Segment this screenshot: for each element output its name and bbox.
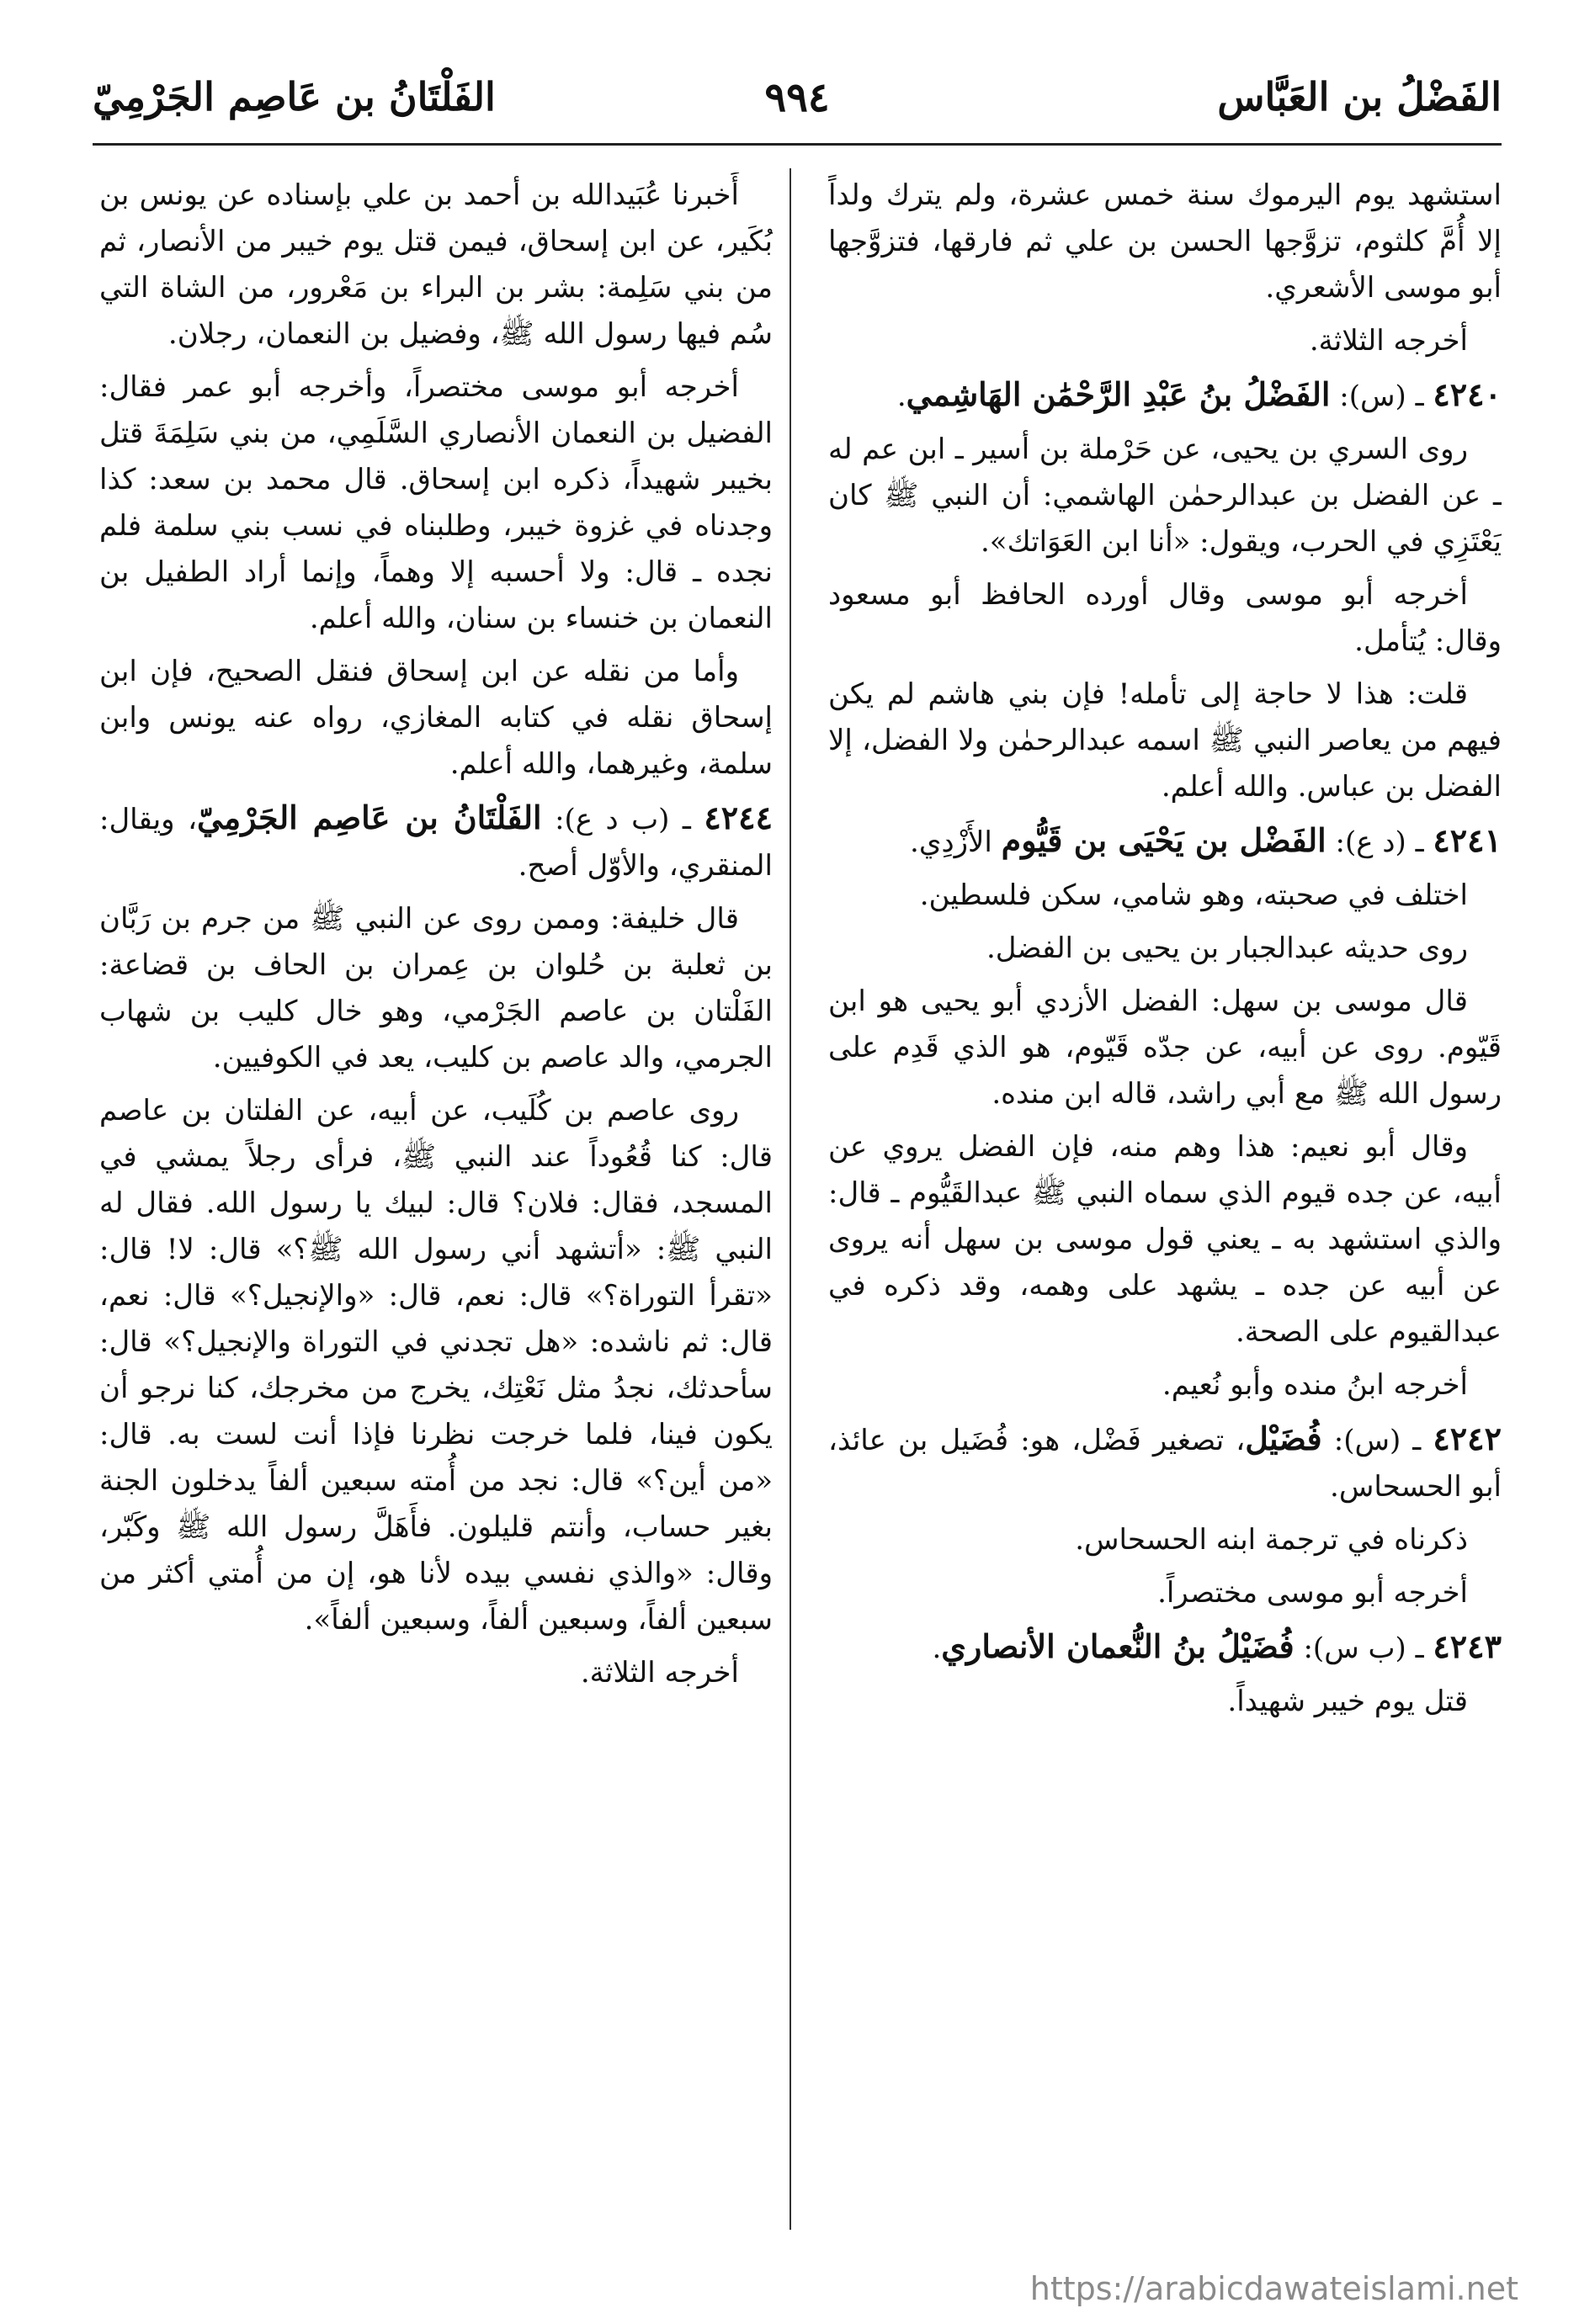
entry-number: ٤٢٤٣ (1433, 1627, 1502, 1665)
entry-tail: ، تصغير فَضْل، هو: فُضَيل بن عائذ، أبو الحسحاس. (828, 1424, 1502, 1504)
paragraph: أخرجه أبو موسى مختصراً، وأخرجه أبو عمر فقال: الفضيل بن النعمان الأنصاري السَّلَمِي، من بني سَلِمَةَ قتل بخيبر شهيداً، ذكره ابن إسحاق. قال محمد بن سعد: كذا وجدناه في غزوة خيبر، وطلبناه في نسب بني سلمة فلم نجده ـ قال: ولا أحسبه إلا وهماً، وإنما أراد الطفيل بن النعمان بن خنساء بن سنان، والله أعلم. (99, 370, 773, 635)
entry-4242 (828, 1415, 1502, 1510)
entry-name: الفَضْلُ بنُ عَبْدِ الرَّحْمَٰن الهَاشِمي (906, 375, 1331, 413)
entry-4243 (828, 1623, 1502, 1672)
entry-name: الفَلْتَانُ بن عَاصِم الجَرْمِيّ (197, 799, 542, 836)
entry-4244 (99, 794, 773, 889)
entry-name: فُضَيْل (1245, 1419, 1322, 1457)
entry-tail: . (932, 1632, 942, 1665)
entry-code: ـ (ب س): (1303, 1632, 1424, 1665)
entry-tail: . (896, 379, 906, 413)
running-title-right: الفَضْلُ بن العَبَّاس (1217, 74, 1502, 119)
paragraph: روى السري بن يحيى، عن حَرْملة بن أسير ـ ابن عم له ـ عن الفضل بن عبدالرحمٰن الهاشمي: أن النبي ﷺ كان يَعْتَزِي في الحرب، ويقول: «أنا ابن العَوَاتك». (828, 432, 1502, 559)
left-column (99, 172, 773, 2217)
paragraph: روى حديثه عبدالجبار بن يحيى بن الفضل. (986, 931, 1468, 965)
paragraph: قال خليفة: وممن روى عن النبي ﷺ من جرم بن رَبَّان بن ثعلبة بن حُلوان بن عِمران بن الحاف بن قضاعة: الفَلْتان بن عاصم الجَرْمي، وهو خال كليب بن شهاب الجرمي، والد عاصم بن كليب، يعد في الكوفيين. (99, 902, 773, 1074)
paragraph: أخرجه ابنُ منده وأبو نُعيم. (1162, 1368, 1468, 1402)
paragraph: وأما من نقله عن ابن إسحاق فنقل الصحيح، فإن ابن إسحاق نقله في كتابه المغازي، رواه عنه يونس وابن سلمة، وغيرهما، والله أعلم. (99, 655, 773, 781)
paragraph: اختلف في صحبته، وهو شامي، سكن فلسطين. (919, 878, 1468, 912)
paragraph: أخرجه أبو موسى وقال أورده الحافظ أبو مسعود وقال: يُتأمل. (828, 578, 1502, 658)
paragraph: وقال أبو نعيم: هذا وهم منه، فإن الفضل يروي عن أبيه، عن جده قيوم الذي سماه النبي ﷺ عبدالقَيُّوم ـ قال: والذي استشهد به ـ يعني قول موسى بن سهل أنه يروى عن أبيه عن جده ـ يشهد على وهمه، وقد ذكره في عبدالقيوم على الصحة. (828, 1130, 1502, 1349)
entry-code: ـ (س): (1339, 379, 1424, 413)
paragraph: أخرجه الثلاثة. (1309, 324, 1468, 358)
running-title-left: الفَلْتَانُ بن عَاصِم الجَرْمِيّ (93, 74, 496, 119)
paragraph: استشهد يوم اليرموك سنة خمس عشرة، ولم يترك ولداً إلا أُمَّ كلثوم، تزوَّجها الحسن بن علي ثم فارقها، فتزوَّجها أبو موسى الأشعري. (828, 178, 1502, 305)
entry-code: ـ (س): (1333, 1424, 1422, 1457)
paragraph: ذكرناه في ترجمة ابنه الحسحاس. (1075, 1523, 1468, 1557)
paragraph: قال موسى بن سهل: الفضل الأزدي أبو يحيى هو ابن قَيّوم. روى عن أبيه، عن جدّه قَيّوم، هو الذي قَدِم على رسول الله ﷺ مع أبي راشد، قاله ابن منده. (828, 984, 1502, 1111)
page-number: ٩٩٤ (764, 74, 830, 121)
paragraph: أَخبرنا عُبَيدالله بن أحمد بن علي بإسناده عن يونس بن بُكَير، عن ابن إسحاق، فيمن قتل يوم خيبر من الأنصار، ثم من بني سَلِمة: بشر بن البراء بن مَعْرور، من الشاة التي سُم فيها رسول الله ﷺ، وفضيل بن النعمان، رجلان. (99, 178, 773, 351)
entry-name: الفَضْل بن يَحْيَى بن قَيُّوم (1001, 821, 1326, 859)
entry-tail: الأَزْدِي. (910, 825, 992, 859)
entry-tail: ، ويقال: المنقري، والأوّل أصح. (99, 803, 773, 883)
paragraph: قلت: هذا لا حاجة إلى تأمله! فإن بني هاشم لم يكن فيهم من يعاصر النبي ﷺ اسمه عبدالرحمٰن ولا الفضل، إلا الفضل بن عباس. والله أعلم. (828, 677, 1502, 804)
paragraph: روى عاصم بن كُلَيب، عن أبيه، عن الفلتان بن عاصم قال: كنا قُعُوداً عند النبي ﷺ، فرأى رجلاً يمشي في المسجد، فقال: فلان؟ قال: لبيك يا رسول الله. فقال له النبي ﷺ: «أتشهد أني رسول الله ﷺ؟» قال: لا! قال: «تقرأ التوراة؟» قال: نعم، قال: «والإنجيل؟» قال: نعم، قال: ثم ناشده: «هل تجدني في التوراة والإنجيل؟» قال: سأحدثك، نجدُ مثل نَعْتِك، يخرج من مخرجك، كنا نرجو أن يكون فينا، فلما خرجت نظرنا فإذا أنت لست به. قال: «من أين؟» قال: نجد من أُمته سبعين ألفاً يدخلون الجنة بغير حساب، وأنتم قليلون. فأَهَلَّ رسول الله ﷺ وكَبّر، وقال: «والذي نفسي بيده لأنا هو، إن من أُمتي أكثر من سبعين ألفاً، وسبعين ألفاً، وسبعين ألفاً». (99, 1094, 773, 1637)
entry-code: ـ (د ع): (1335, 825, 1424, 859)
entry-number: ٤٢٤٠ (1433, 375, 1502, 413)
entry-code: ـ (ب د ع): (555, 803, 691, 836)
entry-4240 (828, 371, 1502, 420)
paragraph: قتل يوم خيبر شهيداً. (1227, 1685, 1468, 1718)
header-rule (93, 143, 1502, 146)
source-url: https://arabicdawateislami.net (1029, 2270, 1518, 2307)
paragraph: أخرجه الثلاثة. (580, 1656, 739, 1690)
entry-name: فُضَيْلُ بنُ النُّعمان الأنصاري (941, 1627, 1295, 1665)
paragraph: أخرجه أبو موسى مختصراً. (1157, 1576, 1468, 1610)
column-divider (790, 168, 791, 2230)
entry-number: ٤٢٤٤ (704, 799, 773, 836)
entry-4241 (828, 817, 1502, 866)
entry-number: ٤٢٤٢ (1433, 1419, 1502, 1457)
page-header (93, 74, 1502, 135)
entry-number: ٤٢٤١ (1433, 821, 1502, 859)
right-column (828, 172, 1502, 2217)
